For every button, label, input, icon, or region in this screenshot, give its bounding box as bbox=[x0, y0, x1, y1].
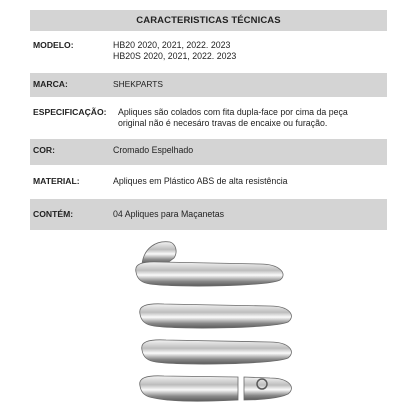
value-modelo-line-1: HB20 2020, 2021, 2022. 2023 bbox=[113, 40, 231, 50]
label-marca: MARCA: bbox=[33, 79, 68, 89]
value-marca: SHEKPARTS bbox=[113, 79, 163, 89]
spec-sheet bbox=[30, 10, 387, 230]
value-contem: 04 Apliques para Maçanetas bbox=[113, 209, 225, 219]
value-especificacao bbox=[118, 107, 348, 129]
value-especificacao-line-2: original não é necesáro travas de encaixe ou furação. bbox=[118, 118, 328, 128]
handle-cover-3 bbox=[142, 340, 292, 364]
value-material: Apliques em Plástico ABS de alta resistência bbox=[113, 176, 288, 186]
value-cor: Cromado Espelhado bbox=[113, 145, 194, 155]
chrome-door-handle-covers-icon bbox=[120, 234, 310, 414]
handle-cover-1 bbox=[136, 262, 283, 286]
value-modelo bbox=[113, 40, 236, 62]
label-contem: CONTÉM: bbox=[33, 209, 74, 219]
row-marca bbox=[30, 73, 387, 97]
row-cor bbox=[30, 139, 387, 165]
row-contem bbox=[30, 199, 387, 230]
handle-cover-4-left bbox=[140, 376, 238, 401]
handle-cover-4-right bbox=[244, 377, 291, 400]
row-especificacao bbox=[30, 98, 387, 136]
product-image bbox=[120, 234, 310, 414]
label-material: MATERIAL: bbox=[33, 176, 80, 186]
handle-cover-2 bbox=[140, 304, 292, 328]
label-cor: COR: bbox=[33, 145, 55, 155]
row-modelo bbox=[30, 31, 387, 67]
row-material bbox=[30, 170, 387, 194]
handle-cap-cover bbox=[142, 242, 176, 264]
value-modelo-line-2: HB20S 2020, 2021, 2022. 2023 bbox=[113, 51, 237, 61]
label-especificacao: ESPECIFICAÇÃO: bbox=[33, 107, 107, 117]
spec-title: CARACTERISTICAS TÉCNICAS bbox=[30, 10, 387, 31]
value-especificacao-line-1: Apliques são colados com fita dupla-face por cima da peça bbox=[118, 107, 348, 117]
label-modelo: MODELO: bbox=[33, 40, 74, 50]
